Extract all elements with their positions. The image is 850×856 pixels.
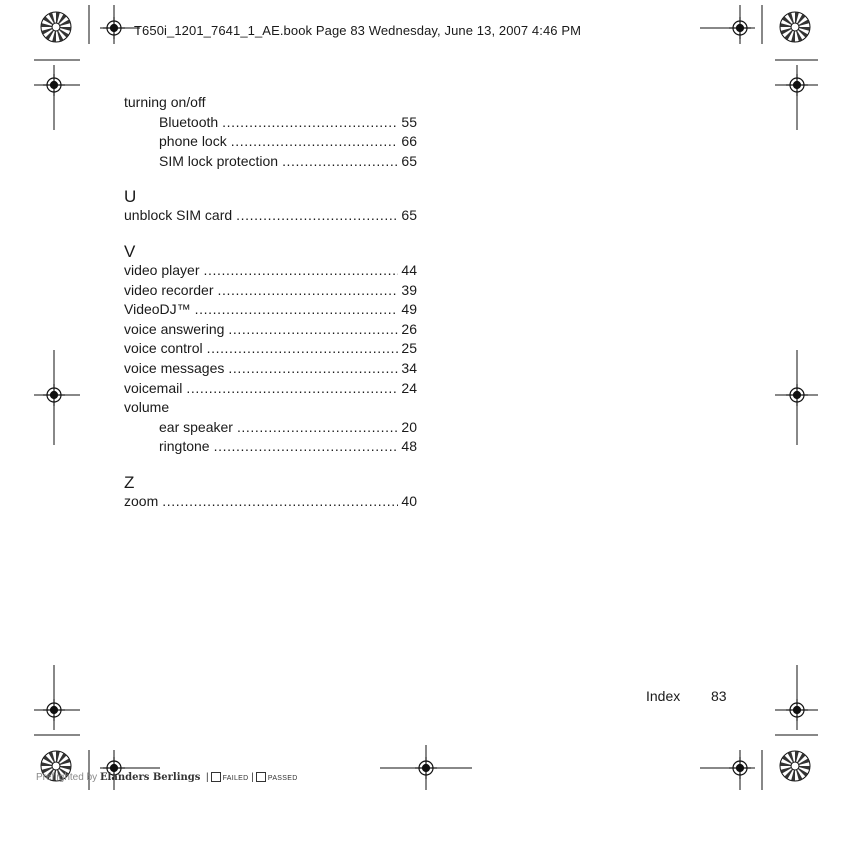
- index-entry: [124, 437, 417, 457]
- index-page-number: 44: [401, 261, 417, 278]
- index-term: ringtone: [159, 438, 210, 455]
- index-entry: [124, 152, 417, 172]
- sunburst-registration-icon: [780, 12, 810, 42]
- index-entry: [124, 320, 417, 340]
- sunburst-registration-icon: [780, 751, 810, 781]
- index-letter-heading: V: [124, 241, 136, 261]
- index-entry: [124, 492, 417, 512]
- leader-dots: [237, 418, 398, 438]
- index-entry: [124, 93, 417, 113]
- index-term: zoom: [124, 492, 159, 509]
- registration-target-icon: [415, 757, 437, 779]
- registration-target-icon: [786, 699, 808, 721]
- index-entry: [124, 281, 417, 301]
- registration-target-icon: [786, 74, 808, 96]
- leader-dots: [222, 113, 398, 133]
- preflight-brand: Elanders Berlings: [99, 772, 201, 783]
- index-letter-heading: U: [124, 187, 137, 207]
- index-page-number: 65: [401, 152, 417, 169]
- index-term: unblock SIM card: [124, 207, 233, 224]
- registration-target-icon: [729, 757, 751, 779]
- registration-target-icon: [43, 699, 65, 721]
- leader-dots: [282, 152, 398, 172]
- index-page-number: 49: [401, 301, 417, 318]
- index-entry: [124, 339, 417, 359]
- index-term: turning on/off: [124, 94, 206, 110]
- file-info-header: T650i_1201_7641_1_AE.book Page 83 Wednesday, June 13, 2007 4:46 PM: [134, 23, 582, 38]
- registration-target-icon: [43, 384, 65, 406]
- index-page-number: 26: [401, 320, 417, 337]
- index-page-number: 66: [401, 133, 417, 150]
- index-page-number: 25: [401, 340, 417, 357]
- leader-dots: [186, 379, 398, 399]
- sunburst-registration-icon: [41, 12, 71, 42]
- index-entry: [124, 206, 417, 226]
- leader-dots: [228, 320, 398, 340]
- leader-dots: [214, 437, 399, 457]
- preflight-failed: FAILED: [222, 775, 249, 782]
- footer-page-number: 83: [711, 688, 727, 704]
- index-term: voice answering: [124, 320, 225, 337]
- index-page-number: 34: [401, 359, 417, 376]
- index-term: Bluetooth: [159, 113, 219, 130]
- index-letter-heading: Z: [124, 472, 135, 492]
- index-term: SIM lock protection: [159, 152, 279, 169]
- index-term: voicemail: [124, 379, 183, 396]
- preflight-passed: PASSED: [267, 775, 298, 782]
- index-entry: [124, 398, 417, 418]
- registration-target-icon: [729, 17, 751, 39]
- preflight-prefix: Preflighted by: [36, 772, 98, 783]
- leader-dots: [207, 339, 399, 359]
- index-term: volume: [124, 399, 170, 416]
- index-term: video player: [124, 261, 200, 278]
- index-list: [124, 93, 417, 512]
- index-page-number: 39: [401, 281, 417, 298]
- index-page-number: 20: [401, 418, 417, 435]
- index-term: VideoDJ™: [124, 301, 191, 318]
- index-entry: [124, 359, 417, 379]
- index-term: ear speaker: [159, 418, 233, 435]
- leader-dots: [162, 492, 398, 512]
- checkbox-icon: [256, 772, 266, 782]
- leader-dots: [218, 281, 399, 301]
- preflight-stamp: Preflighted by Elanders Berlings | FAILED | PASSED: [36, 772, 298, 783]
- checkbox-icon: [211, 772, 221, 782]
- leader-dots: [228, 359, 398, 379]
- index-entry: [124, 113, 417, 133]
- registration-target-icon: [43, 74, 65, 96]
- leader-dots: [204, 261, 399, 281]
- index-term: voice control: [124, 340, 203, 357]
- index-term: video recorder: [124, 281, 214, 298]
- index-entry: [124, 379, 417, 399]
- registration-target-icon: [103, 17, 125, 39]
- leader-dots: [195, 300, 399, 320]
- index-page-number: 65: [401, 207, 417, 224]
- index-entry: [124, 300, 417, 320]
- index-page-number: 24: [401, 379, 417, 396]
- index-term: voice messages: [124, 359, 225, 376]
- index-entry: [124, 132, 417, 152]
- registration-target-icon: [786, 384, 808, 406]
- leader-dots: [231, 132, 399, 152]
- index-page-number: 40: [401, 492, 417, 509]
- index-term: phone lock: [159, 133, 227, 150]
- leader-dots: [236, 206, 398, 226]
- footer-section-label: Index: [646, 688, 681, 704]
- index-page-number: 48: [401, 438, 417, 455]
- index-entry: [124, 418, 417, 438]
- index-page-number: 55: [401, 113, 417, 130]
- index-entry: [124, 261, 417, 281]
